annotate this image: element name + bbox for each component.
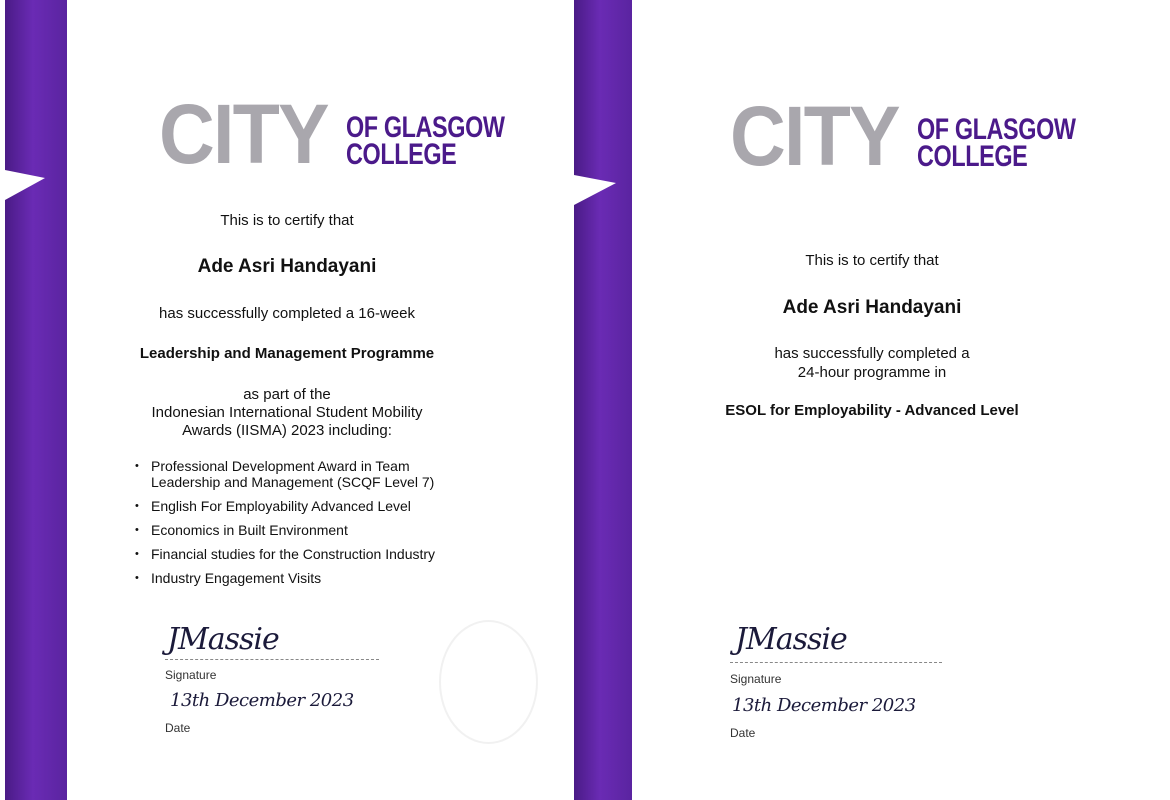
part-of-line-1: as part of the [243,386,331,403]
left-purple-strip [5,0,67,800]
handwritten-date: 13th December 2023 [170,690,354,711]
part-of-line-2: Indonesian International Student Mobility [151,404,423,421]
college-logo [730,89,1121,183]
handwritten-date: 13th December 2023 [732,695,916,716]
logo-city-text: CITY [730,89,899,183]
certify-intro: This is to certify that [805,252,939,269]
recipient-name: Ade Asri Handayani [197,256,377,277]
programme-title: ESOL for Employability - Advanced Level [725,402,1019,419]
list-item: • Professional Development Award in Team Leadership and Management (SCQF Level 7) [135,458,475,490]
part-of-line-3: Awards (IISMA) 2023 including: [182,422,392,439]
list-item: • Industry Engagement Visits [135,570,475,586]
logo-city-text: CITY [159,87,328,181]
list-item: • Financial studies for the Construction Industry [135,546,475,562]
completion-text: has successfully completed a 16-week [159,305,415,322]
date-label: Date [165,721,191,735]
left-strip-notch [5,170,45,200]
list-item: • Economics in Built Environment [135,522,475,538]
signature-line [730,662,942,663]
logo-of-glasgow-college: OF GLASGOW COLLEGE [346,110,505,172]
signature-label: Signature [730,672,782,686]
programme-title: Leadership and Management Programme [139,345,435,362]
certificate-leadership [67,0,574,800]
date-label: Date [730,726,756,740]
middle-purple-strip [574,0,632,800]
signature-handwritten: JMassie [167,622,279,657]
course-list [135,458,475,594]
signature-label: Signature [165,668,217,682]
completion-line-1: has successfully completed a [774,345,970,362]
certify-intro: This is to certify that [220,212,354,229]
recipient-name: Ade Asri Handayani [782,297,962,318]
signature-handwritten: JMassie [735,622,847,657]
middle-strip-notch [574,175,616,205]
certificate-esol [632,0,1162,800]
logo-of-glasgow-college: OF GLASGOW COLLEGE [917,112,1076,174]
college-logo [159,87,550,181]
list-item: • English For Employability Advanced Level [135,498,475,514]
completion-line-2: 24-hour programme in [797,364,947,381]
signature-line [165,659,379,660]
faint-seal-stamp [439,620,538,744]
